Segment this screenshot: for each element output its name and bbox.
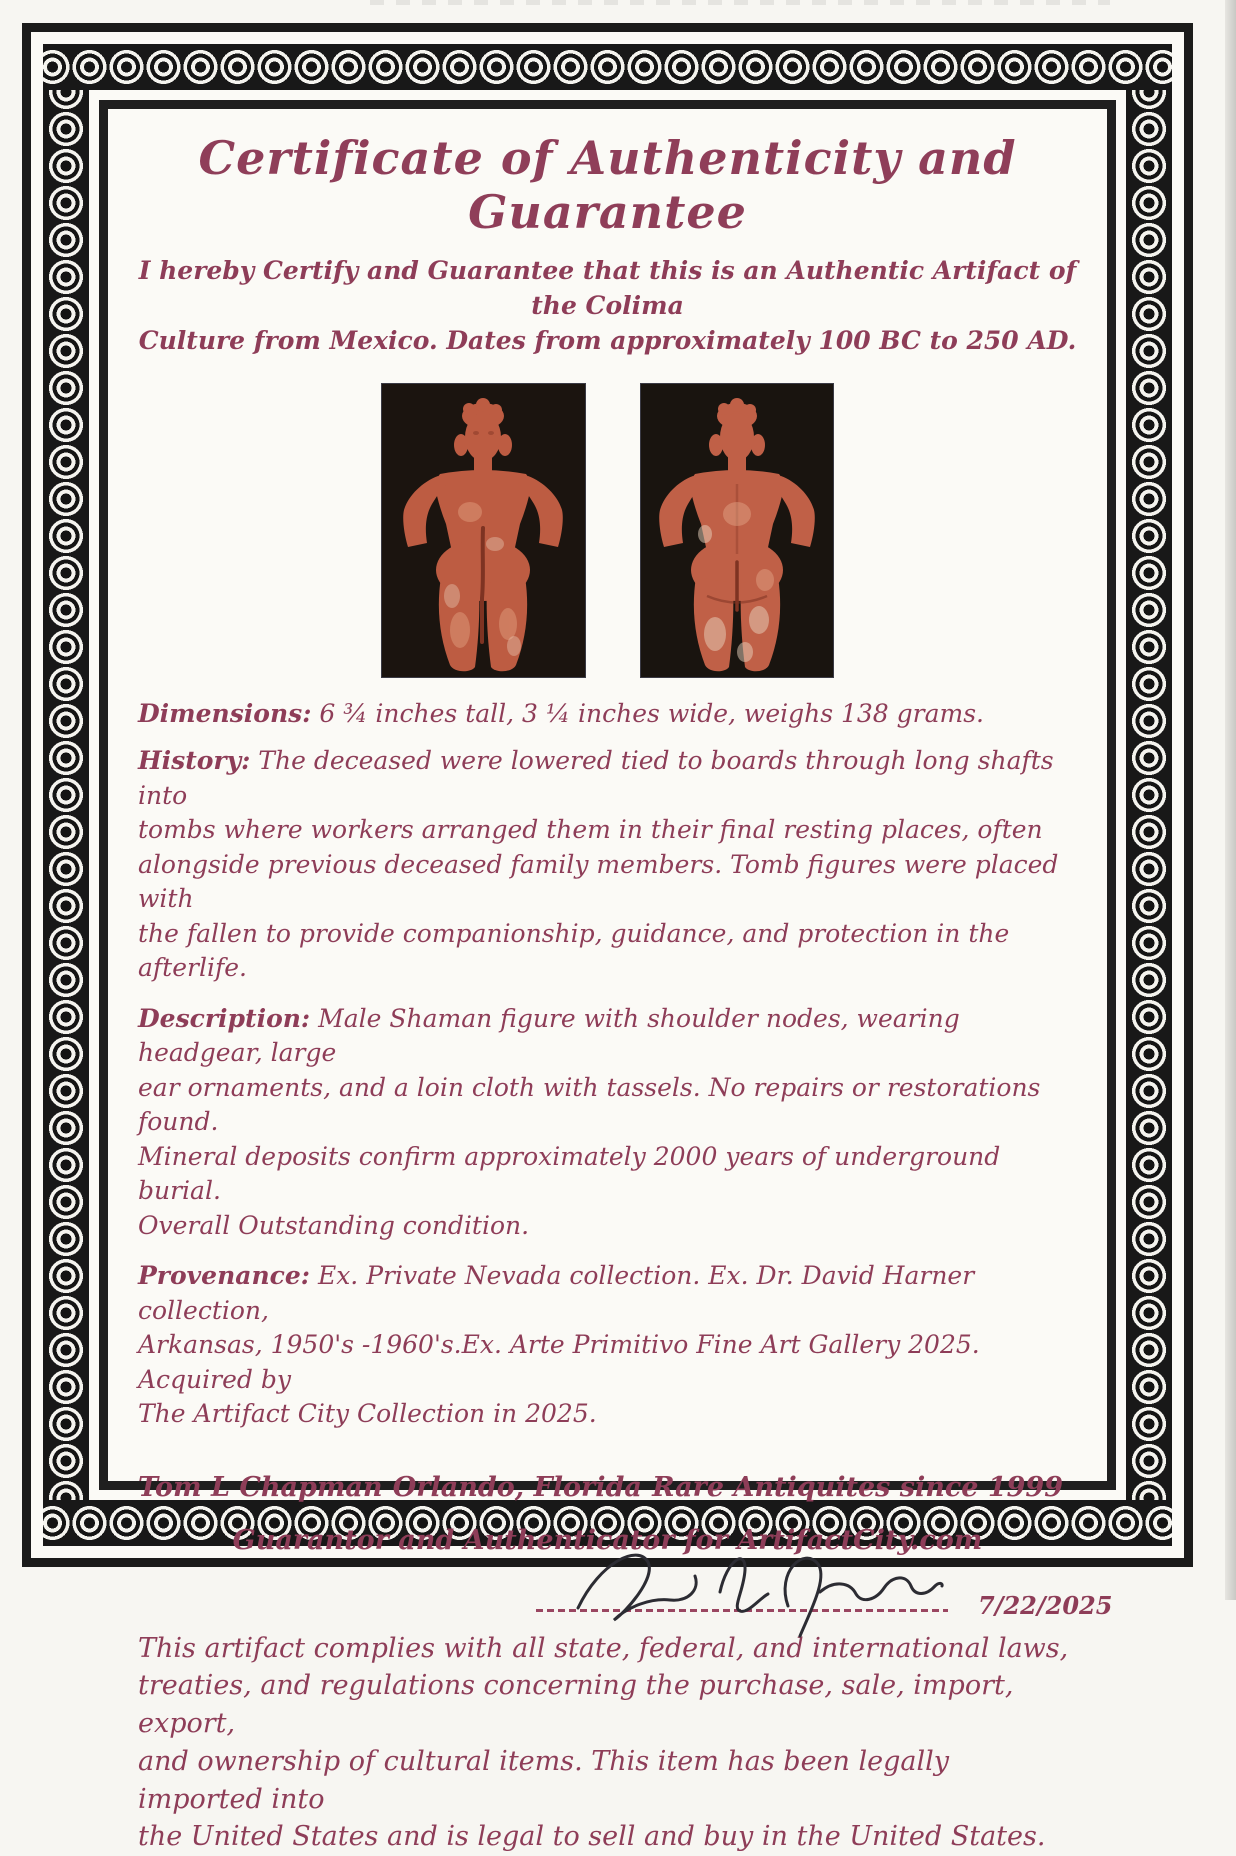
legal-line-4: the United States and is legal to sell and buy in the United States.: [138, 1821, 1045, 1852]
scan-artifact-right-edge: [1225, 0, 1236, 1600]
legal-paragraph: [138, 1630, 1077, 1856]
legal-line-3: and ownership of cultural items. This item has been legally imported into: [138, 1746, 949, 1815]
signatory-row: [138, 1472, 1077, 1503]
signatory-name: Tom L Chapman: [138, 1472, 383, 1503]
description-line-3: Mineral deposits confirm approximately 2000 years of underground burial.: [138, 1142, 1000, 1206]
border-ornament-left: [43, 90, 89, 1500]
description-label: Description:: [138, 1004, 310, 1033]
artifact-figure-back-illustration: [641, 384, 833, 677]
dimensions-line: [138, 699, 1077, 728]
signatory-tagline: Rare Antiquites since 1999: [652, 1472, 1063, 1503]
legal-line-1: This artifact complies with all state, federal, and international laws,: [138, 1633, 1068, 1664]
provenance-label: Provenance:: [138, 1261, 310, 1290]
scan-artifact-top: [370, 0, 1110, 5]
guarantor-line: Guarantor and Authenticator for ArtifactCity.com: [138, 1525, 1077, 1556]
provenance-line-3: The Artifact City Collection in 2025.: [138, 1399, 597, 1428]
certificate-content: [108, 131, 1107, 1503]
artifact-photos-row: [138, 384, 1077, 677]
history-paragraph: [138, 744, 1077, 986]
history-line-2: tombs where workers arranged them in their final resting places, often: [138, 815, 1043, 844]
dimensions-text: 6 ¾ inches tall, 3 ¼ inches wide, weighs 138 grams.: [319, 699, 984, 728]
signatory-location: Orlando, Florida: [393, 1472, 642, 1503]
history-label: History:: [138, 746, 250, 775]
dimensions-label: Dimensions:: [138, 699, 311, 728]
provenance-line-2: Arkansas, 1950's -1960's.Ex. Arte Primitivo Fine Art Gallery 2025. Acquired by: [138, 1330, 980, 1394]
description-line-4: Overall Outstanding condition.: [138, 1211, 529, 1240]
legal-line-2: treaties, and regulations concerning the purchase, sale, import, export,: [138, 1670, 1013, 1739]
description-line-1: Male Shaman figure with shoulder nodes, wearing headgear, large: [138, 1004, 960, 1068]
artifact-photo-back: [641, 384, 833, 677]
certificate-outer-frame: [22, 23, 1193, 1567]
history-line-4: the fallen to provide companionship, guidance, and protection in the afterlife.: [138, 919, 1009, 983]
artifact-figure-front-illustration: [382, 384, 585, 677]
certificate-content-box: [99, 100, 1116, 1490]
provenance-line-1: Ex. Private Nevada collection. Ex. Dr. David Harner collection,: [138, 1261, 974, 1325]
certificate-title: Certificate of Authenticity and Guarantee: [138, 131, 1077, 239]
statement-line-2: Culture from Mexico. Dates from approximately 100 BC to 250 AD.: [139, 326, 1077, 355]
history-line-1: The deceased were lowered tied to boards through long shafts into: [138, 746, 1054, 810]
border-ornament-right: [1126, 90, 1172, 1500]
signature-block: [536, 1570, 1077, 1622]
border-ornament-top: [43, 44, 1172, 90]
certification-statement: [138, 253, 1077, 358]
signature-ink: [564, 1520, 944, 1638]
signature-date: 7/22/2025: [978, 1591, 1112, 1620]
description-paragraph: [138, 1002, 1077, 1244]
history-line-3: alongside previous deceased family members. Tomb figures were placed with: [138, 850, 1058, 914]
artifact-photo-front: [382, 384, 585, 677]
provenance-paragraph: [138, 1259, 1077, 1432]
description-line-2: ear ornaments, and a loin cloth with tassels. No repairs or restorations found.: [138, 1073, 1040, 1137]
statement-line-1: I hereby Certify and Guarantee that this is an Authentic Artifact of the Colima: [139, 256, 1077, 320]
